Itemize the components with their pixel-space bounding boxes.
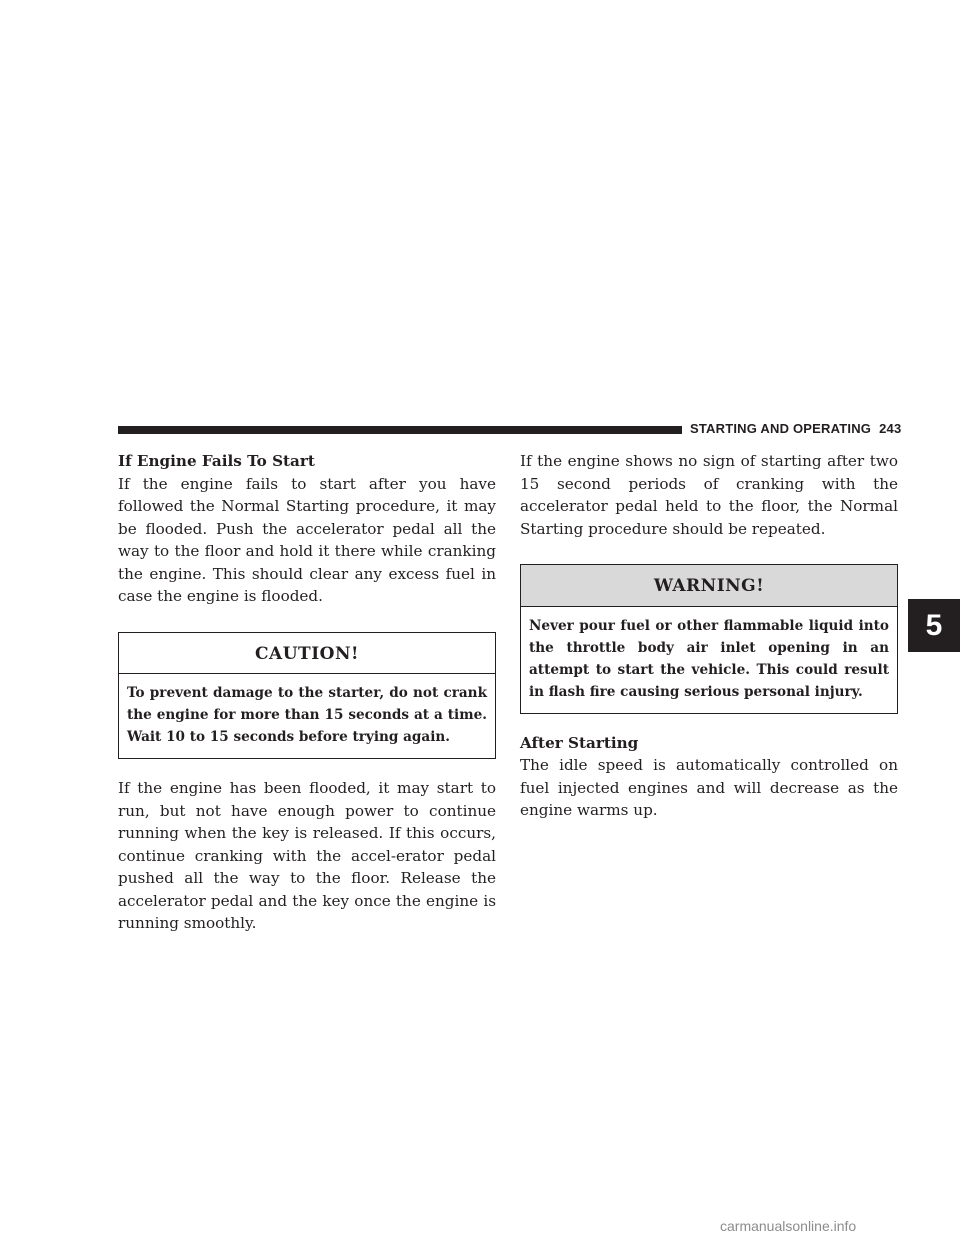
paragraph-engine-flooded: If the engine fails to start after you have followed the Normal Starting procedure, it may be flooded. Push the accelerator pedal all the way to the floor and hold it there while cranking the engine. This should clear any excess fuel in case the engine is flooded. (118, 474, 496, 605)
watermark-text: carmanualsonline.info (720, 1218, 857, 1234)
page-number: 243 (879, 421, 902, 436)
heading-after-starting: After Starting (520, 733, 639, 752)
paragraph-flooded-start: If the engine has been flooded, it may start to run, but not have enough power to continue running when the key is released. If this occurs, continue cranking with the accel-erator pedal pushed all the way to the floor. Release the accelerator pedal and the key once the engine is running smoothly. (118, 779, 496, 932)
right-column (520, 450, 898, 822)
chapter-tab: 5 (908, 599, 960, 652)
caution-body: To prevent damage to the starter, do not crank the engine for more than 15 seconds at a time. Wait 10 to 15 seconds before trying again. (127, 685, 487, 745)
running-header (690, 420, 900, 438)
header-rule (118, 426, 682, 434)
paragraph-no-start: If the engine shows no sign of starting after two 15 second periods of cranking with the accelerator pedal held to the floor, the Normal Starting procedure should be repeated. (520, 452, 898, 538)
paragraph-idle-speed: The idle speed is automatically controlled on fuel injected engines and will decrease as the engine warms up. (520, 756, 898, 819)
section-title: STARTING AND OPERATING (690, 421, 872, 436)
warning-body: Never pour fuel or other flammable liquid into the throttle body air inlet opening in an attempt to start the vehicle. This could result in flash fire causing serious personal injury. (529, 617, 889, 700)
left-column (118, 450, 496, 935)
heading-engine-fails: If Engine Fails To Start (118, 452, 315, 470)
caution-title: CAUTION! (119, 633, 495, 675)
caution-box (118, 632, 496, 760)
warning-title: WARNING! (521, 565, 897, 607)
warning-box (520, 564, 898, 714)
